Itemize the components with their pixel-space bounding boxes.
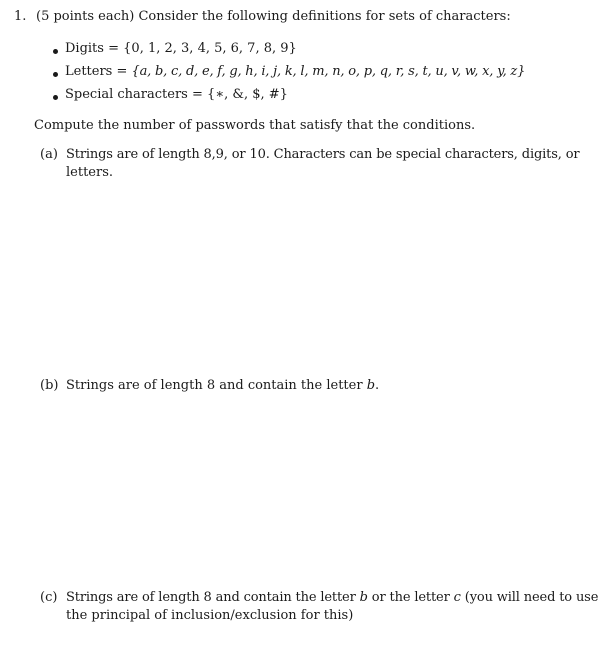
problem-intro: (5 points each) Consider the following definitions for sets of characters:	[36, 9, 511, 24]
bullet-icon	[53, 72, 58, 77]
definition-special	[65, 87, 288, 102]
part-var: b	[366, 378, 376, 393]
part-text-line2: the principal of inclusion/exclusion for this)	[66, 608, 354, 623]
bullet-icon	[53, 49, 58, 54]
part-var: b	[359, 590, 368, 605]
part-var: c	[453, 590, 461, 605]
definition-eq: =	[192, 87, 203, 102]
part-label: (b)	[40, 378, 59, 393]
part-text-post: .	[375, 378, 380, 393]
part-text-line2: letters.	[66, 165, 114, 180]
part-text-line1	[66, 590, 598, 605]
problem-number: 1.	[14, 9, 27, 24]
definition-set: {a, b, c, d, e, f, g, h, i, j, k, l, m, n, o, p, q, r, s, t, u, v, w, x, y, z}	[131, 64, 526, 79]
definition-digits	[65, 41, 297, 56]
part-text-pre: Strings are of length 8 and contain the letter	[66, 378, 367, 393]
definition-name: Letters	[65, 64, 113, 79]
bullet-icon	[53, 95, 58, 100]
part-text-mid: or the letter	[367, 590, 454, 605]
part-text-pre: Strings are of length 8 and contain the letter	[66, 590, 360, 605]
part-text-line1: Strings are of length 8,9, or 10. Characters can be special characters, digits, or	[66, 147, 580, 162]
part-label: (a)	[40, 147, 58, 162]
part-text	[66, 378, 379, 393]
instruction-text: Compute the number of passwords that satisfy that the conditions.	[34, 118, 476, 133]
definition-set: {0, 1, 2, 3, 4, 5, 6, 7, 8, 9}	[123, 41, 297, 56]
definition-eq: =	[116, 64, 128, 79]
definition-eq: =	[108, 41, 120, 56]
definition-set: {∗, &, $, #}	[207, 87, 288, 102]
definition-letters	[65, 64, 525, 79]
definition-name: Digits	[65, 41, 104, 56]
definition-name: Special characters	[65, 87, 188, 102]
part-label: (c)	[40, 590, 58, 605]
part-text-post: (you will need to use	[460, 590, 599, 605]
